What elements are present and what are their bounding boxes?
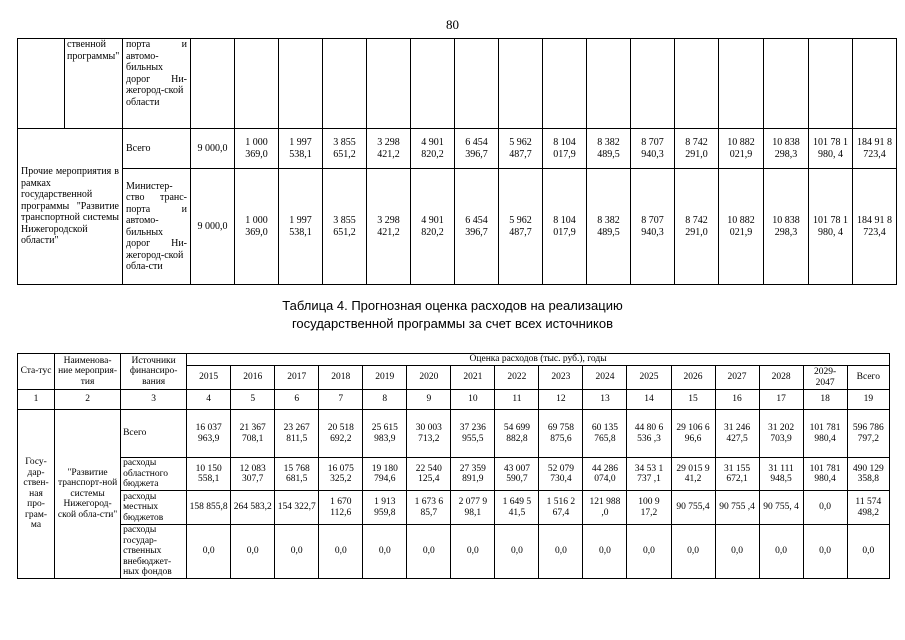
table1-body: [18, 39, 897, 285]
year-header: 2024: [583, 366, 627, 390]
value-cell: 158 855,8: [187, 491, 231, 525]
value-cell: 10 882 021,9: [719, 129, 764, 169]
year-header: 2023: [539, 366, 583, 390]
column-number: 16: [715, 390, 759, 410]
value-cell: 34 53 1 737 ,1: [627, 458, 671, 491]
value-cell: 490 129 358,8: [847, 458, 889, 491]
value-cell: 31 246 427,5: [715, 410, 759, 458]
value-cell: 60 135 765,8: [583, 410, 627, 458]
value-cell: 0,0: [759, 525, 803, 579]
program-name-cell: "Развитие транспорт-ной системы Нижегород-ской обла-сти": [55, 410, 121, 579]
table-row: [18, 458, 890, 491]
value-cell: 101 781 980,4: [803, 410, 847, 458]
value-cell: 1 516 2 67,4: [539, 491, 583, 525]
value-cell: 1 000 369,0: [235, 169, 279, 285]
value-cell: 0,0: [671, 525, 715, 579]
value-cell: 21 367 708,1: [231, 410, 275, 458]
table-row: [18, 491, 890, 525]
value-cell: 3 855 651,2: [323, 129, 367, 169]
value-cell: 8 382 489,5: [587, 129, 631, 169]
value-cell: 23 267 811,5: [275, 410, 319, 458]
table-caption-line2: государственной программы за счет всех источников: [291, 316, 614, 331]
value-cell: 37 236 955,5: [451, 410, 495, 458]
column-number: 1: [18, 390, 55, 410]
value-cell: 22 540 125,4: [407, 458, 451, 491]
value-cell: 54 699 882,8: [495, 410, 539, 458]
value-cell: 20 518 692,2: [319, 410, 363, 458]
value-cell: 12 083 307,7: [231, 458, 275, 491]
program-name-cell: ственной программы": [65, 39, 123, 129]
column-number: 19: [847, 390, 889, 410]
column-number: 8: [363, 390, 407, 410]
value-cell: 0,0: [187, 525, 231, 579]
value-cell: 5 962 487,7: [499, 169, 543, 285]
value-cell: 27 359 891,9: [451, 458, 495, 491]
year-header: 2021: [451, 366, 495, 390]
value-cell: 154 322,7: [275, 491, 319, 525]
column-number: 5: [231, 390, 275, 410]
header-estimate: Оценка расходов (тыс. руб.), годы: [187, 354, 890, 366]
value-cell: 31 111 948,5: [759, 458, 803, 491]
year-header: 2016: [231, 366, 275, 390]
header-source: Источники финансиро-вания: [121, 354, 187, 390]
value-cell: 0,0: [803, 525, 847, 579]
column-number: 12: [539, 390, 583, 410]
value-cell: 0,0: [231, 525, 275, 579]
source-cell: Всего: [123, 129, 191, 169]
source-cell: расходы государ-ственных внебюджет-ных фондов: [121, 525, 187, 579]
value-cell: 0,0: [627, 525, 671, 579]
value-cell: 6 454 396,7: [455, 169, 499, 285]
value-cell: 6 454 396,7: [455, 129, 499, 169]
value-cell: 8 104 017,9: [543, 129, 587, 169]
value-cell: 0,0: [275, 525, 319, 579]
value-cell: 0,0: [363, 525, 407, 579]
value-cell: 25 615 983,9: [363, 410, 407, 458]
table-row: [18, 129, 897, 169]
value-cell: 3 298 421,2: [367, 169, 411, 285]
value-cell: 0,0: [715, 525, 759, 579]
value-cell: 1 649 5 41,5: [495, 491, 539, 525]
value-cell: 121 988 ,0: [583, 491, 627, 525]
value-cell: 264 583,2: [231, 491, 275, 525]
year-header: 2028: [759, 366, 803, 390]
value-cell: 0,0: [803, 491, 847, 525]
page-number: 80: [446, 17, 459, 32]
source-cell: Всего: [121, 410, 187, 458]
section-name-cell: Прочие мероприятия в рамках государственной программы "Развитие транспортной системы Нижегородской области": [18, 129, 123, 285]
value-cell: 596 786 797,2: [847, 410, 889, 458]
column-number-row: [18, 390, 890, 410]
column-number: 6: [275, 390, 319, 410]
column-number: 10: [451, 390, 495, 410]
year-header: 2022: [495, 366, 539, 390]
value-cell: 0,0: [847, 525, 889, 579]
expenses-table-continued: [17, 38, 897, 285]
value-cell: 15 768 681,5: [275, 458, 319, 491]
forecast-expenses-table: [17, 353, 890, 579]
value-cell: 0,0: [583, 525, 627, 579]
column-number: 17: [759, 390, 803, 410]
value-cell: 90 755 ,4: [715, 491, 759, 525]
value-cell: 3 855 651,2: [323, 169, 367, 285]
table-row: [18, 39, 897, 129]
year-header: 2020: [407, 366, 451, 390]
value-cell: 52 079 730,4: [539, 458, 583, 491]
value-cell: 90 755,4: [671, 491, 715, 525]
year-header: 2029-2047: [803, 366, 847, 390]
value-cell: 1 000 369,0: [235, 129, 279, 169]
year-header: 2019: [363, 366, 407, 390]
value-cell: 10 838 298,3: [764, 169, 809, 285]
value-cell: 3 298 421,2: [367, 129, 411, 169]
value-cell: 0,0: [451, 525, 495, 579]
value-cell: 10 882 021,9: [719, 169, 764, 285]
value-cell: 184 91 8 723,4: [853, 129, 897, 169]
value-cell: 184 91 8 723,4: [853, 169, 897, 285]
header-name: Наименова-ние мероприя-тия: [55, 354, 121, 390]
value-cell: 10 838 298,3: [764, 129, 809, 169]
header-status: Ста-тус: [18, 354, 55, 390]
value-cell: 1 673 6 85,7: [407, 491, 451, 525]
table-row: [18, 410, 890, 458]
year-header: Всего: [847, 366, 889, 390]
value-cell: 1 997 538,1: [279, 169, 323, 285]
value-cell: 8 382 489,5: [587, 169, 631, 285]
value-cell: 101 781 980,4: [803, 458, 847, 491]
value-cell: 1 913 959,8: [363, 491, 407, 525]
value-cell: 2 077 9 98,1: [451, 491, 495, 525]
value-cell: 11 574 498,2: [847, 491, 889, 525]
source-cell: расходы местных бюджетов: [121, 491, 187, 525]
value-cell: 100 9 17,2: [627, 491, 671, 525]
status-cell: Госу-дар-ствен-ная про-грам-ма: [18, 410, 55, 579]
column-number: 14: [627, 390, 671, 410]
value-cell: 69 758 875,6: [539, 410, 583, 458]
column-number: 2: [55, 390, 121, 410]
value-cell: 44 286 074,0: [583, 458, 627, 491]
column-number: 7: [319, 390, 363, 410]
year-header: 2018: [319, 366, 363, 390]
column-number: 13: [583, 390, 627, 410]
value-cell: 29 106 6 96,6: [671, 410, 715, 458]
value-cell: 0,0: [495, 525, 539, 579]
value-cell: 8 742 291,0: [675, 169, 719, 285]
source-cell: Министер-ство транс-порта и автомо-бильных дорог Ни-жегород-ской обла-сти: [123, 169, 191, 285]
table-row: [18, 525, 890, 579]
value-cell: 31 202 703,9: [759, 410, 803, 458]
value-cell: 19 180 794,6: [363, 458, 407, 491]
value-cell: 4 901 820,2: [411, 169, 455, 285]
value-cell: 8 742 291,0: [675, 129, 719, 169]
value-cell: 8 104 017,9: [543, 169, 587, 285]
value-cell: 4 901 820,2: [411, 129, 455, 169]
value-cell: 0,0: [407, 525, 451, 579]
column-number: 18: [803, 390, 847, 410]
value-cell: 44 80 6 536 ,3: [627, 410, 671, 458]
column-number: 3: [121, 390, 187, 410]
table-caption-line1: Таблица 4. Прогнозная оценка расходов на реализацию: [282, 298, 623, 313]
value-cell: 16 075 325,2: [319, 458, 363, 491]
value-cell: 0,0: [319, 525, 363, 579]
value-cell: 29 015 9 41,2: [671, 458, 715, 491]
value-cell: 101 78 1 980, 4: [809, 129, 853, 169]
value-cell: 101 78 1 980, 4: [809, 169, 853, 285]
value-cell: 1 670 112,6: [319, 491, 363, 525]
value-cell: 90 755, 4: [759, 491, 803, 525]
year-header: 2026: [671, 366, 715, 390]
source-cell: расходы областного бюджета: [121, 458, 187, 491]
year-header: 2017: [275, 366, 319, 390]
value-cell: 30 003 713,2: [407, 410, 451, 458]
table2-body: [18, 354, 890, 579]
value-cell: 9 000,0: [191, 129, 235, 169]
value-cell: 43 007 590,7: [495, 458, 539, 491]
column-number: 4: [187, 390, 231, 410]
column-number: 9: [407, 390, 451, 410]
value-cell: 10 150 558,1: [187, 458, 231, 491]
value-cell: 1 997 538,1: [279, 129, 323, 169]
source-cell: порта и автомо-бильных дорог Ни-жегород-ской области: [123, 39, 191, 129]
header-row: [18, 354, 890, 366]
value-cell: 5 962 487,7: [499, 129, 543, 169]
value-cell: 8 707 940,3: [631, 169, 675, 285]
value-cell: 9 000,0: [191, 169, 235, 285]
year-header: 2027: [715, 366, 759, 390]
value-cell: 31 155 672,1: [715, 458, 759, 491]
value-cell: 0,0: [539, 525, 583, 579]
value-cell: 8 707 940,3: [631, 129, 675, 169]
value-cell: 16 037 963,9: [187, 410, 231, 458]
column-number: 11: [495, 390, 539, 410]
table-row: [18, 169, 897, 285]
year-header: 2015: [187, 366, 231, 390]
year-header: 2025: [627, 366, 671, 390]
column-number: 15: [671, 390, 715, 410]
